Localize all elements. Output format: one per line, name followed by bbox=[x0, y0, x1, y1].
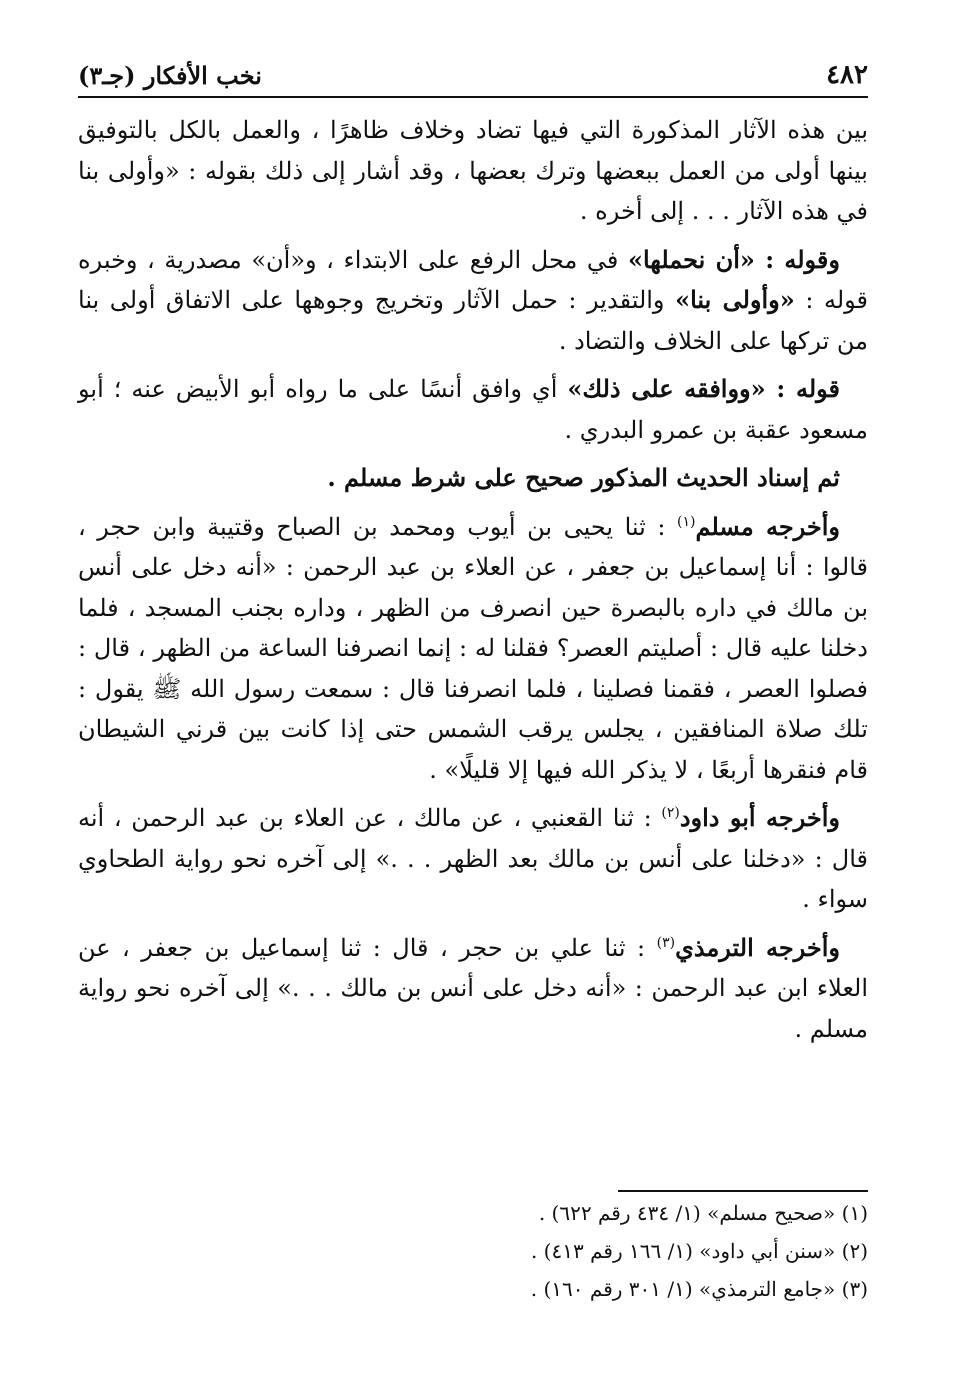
paragraph bbox=[78, 110, 868, 232]
footnote-ref: (٢) bbox=[661, 805, 680, 821]
page-header bbox=[78, 52, 868, 98]
page-body bbox=[78, 110, 868, 1049]
footnote-ref: (٣) bbox=[656, 934, 676, 951]
page-number: ٤٨٢ bbox=[826, 60, 868, 90]
footnotes bbox=[78, 1190, 868, 1306]
paragraph-text: : ثنا يحيى بن أيوب ومحمد بن الصباح وقتيبة وابن حجر ، قالوا : أنا إسماعيل بن جعفر ، عن العلاء بن عبد الرحمن : «أنه دخل على أنس بن مالك في داره بالبصرة حين انصرف من الظهر ، وداره بجنب المسجد ، فلما دخلنا عليه قال : أصليتم العصر؟ فقلنا له : إنما انصرفنا الساعة من الظهر ، قال : فصلوا العصر ، فقمنا فصلينا ، فلما انصرفنا قال : سمعت رسول الله ﷺ يقول : تلك صلاة المنافقين ، يجلس يرقب الشمس حتى إذا كانت بين قرني الشيطان قام فنقرها أربعًا ، لا يذكر الله فيها إلا قليلًا» . bbox=[78, 512, 868, 784]
paragraph bbox=[78, 798, 868, 920]
paragraph-text: والتقدير : حمل الآثار وتخريج وجوهها على الاتفاق أولى بنا من تركها على الخلاف والتضاد . bbox=[78, 286, 868, 355]
source-name: وأخرجه أبو داود bbox=[679, 803, 840, 832]
paragraph bbox=[78, 240, 868, 362]
paragraph bbox=[78, 507, 868, 791]
source-name: وأخرجه الترمذي bbox=[675, 932, 840, 962]
book-page bbox=[78, 52, 868, 1301]
footnote: (٢) «سنن أبي داود» (١/ ١٦٦ رقم ٤١٣) . bbox=[530, 1239, 868, 1263]
paragraph-text: : ثنا علي بن حجر ، قال : ثنا إسماعيل بن جعفر ، عن العلاء ابن عبد الرحمن : «أنه دخل على أنس بن مالك . . .» إلى آخره نحو رواية مسلم . bbox=[78, 933, 868, 1043]
source-name: وأخرجه مسلم bbox=[695, 511, 841, 541]
paragraph-text: أي وافق أنسًا على ما رواه أبو الأبيض عنه ؛ أبو مسعود عقبة بن عمرو البدري . bbox=[78, 375, 868, 444]
quoted-phrase: وقوله : «أن نحملها» bbox=[627, 244, 840, 274]
quoted-phrase: «وأولى بنا» bbox=[675, 285, 795, 314]
footnote: (١) «صحيح مسلم» (١/ ٤٣٤ رقم ٦٢٢) . bbox=[538, 1201, 868, 1225]
paragraph bbox=[78, 369, 868, 450]
bold-statement: ثم إسناد الحديث المذكور صحيح على شرط مسلم . bbox=[327, 463, 840, 492]
paragraph-text: في محل الرفع على الابتداء ، و«أن» مصدرية ، وخبره قوله : bbox=[78, 245, 868, 314]
paragraph bbox=[78, 928, 868, 1050]
paragraph-text: : ثنا القعنبي ، عن مالك ، عن العلاء بن عبد الرحمن ، أنه قال : «دخلنا على أنس بن مالك بعد الظهر . . .» إلى آخره نحو رواية الطحاوي سواء . bbox=[78, 804, 868, 913]
footnote-ref: (١) bbox=[677, 513, 696, 530]
quoted-phrase: قوله : «ووافقه على ذلك» bbox=[567, 374, 840, 403]
paragraph-text: بين هذه الآثار المذكورة التي فيها تضاد وخلاف ظاهرًا ، والعمل بالكل بالتوفيق بينها أولى من العمل ببعضها وترك بعضها ، وقد أشار إلى ذلك بقوله : «وأولى بنا في هذه الآثار . . . إلى أخره . bbox=[78, 116, 868, 225]
footnote-separator bbox=[618, 1190, 868, 1192]
running-title: نخب الأفكار (جـ٣) bbox=[78, 61, 262, 90]
paragraph bbox=[78, 458, 868, 499]
footnote: (٣) «جامع الترمذي» (١/ ٣٠١ رقم ١٦٠) . bbox=[530, 1277, 868, 1301]
